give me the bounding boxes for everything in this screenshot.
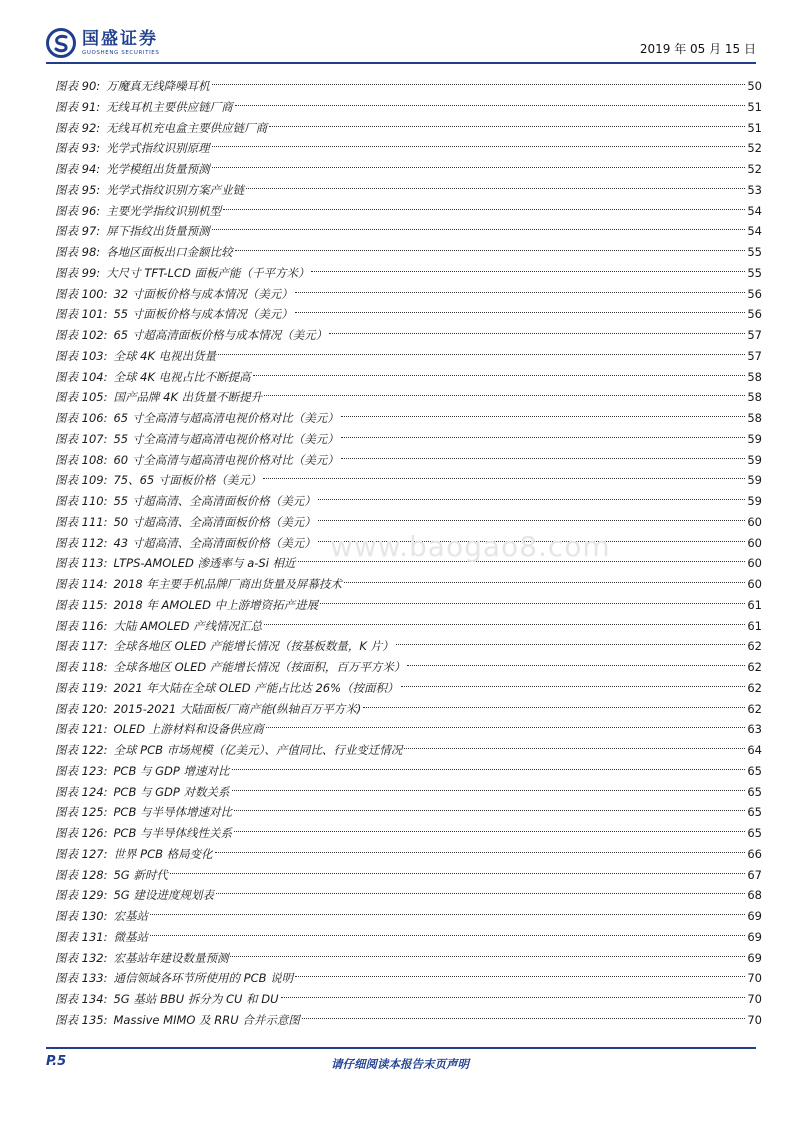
toc-entry-label: 图表 119: (55, 680, 108, 695)
toc-entry-title: 全球 PCB 市场规模（亿美元）、产值同比、行业变迁情况 (113, 743, 403, 757)
toc-entry-page: 62 (747, 639, 762, 654)
toc-entry-title: 宏基站年建设数量预测 (113, 950, 229, 965)
toc-entry-label: 图表 107: (55, 431, 108, 446)
toc-entry-label: 图表 128: (55, 867, 108, 882)
toc-entry-title: 万魔真无线降噪耳机 (106, 79, 210, 93)
toc-entry-title: 各地区面板出口金额比较 (106, 245, 233, 259)
table-of-figures (55, 69, 762, 1027)
toc-leader-dots (341, 438, 746, 459)
toc-entry-label: 图表 91: (55, 99, 101, 114)
toc-entry-title: 无线耳机充电盒主要供应链厂商 (106, 120, 268, 135)
toc-leader-dots (329, 313, 745, 334)
toc-entry-page: 55 (747, 265, 762, 280)
toc-entry-title: 65 寸全高清与超高清电视价格对比（美元） (113, 411, 339, 425)
toc-entry-page: 56 (747, 286, 762, 301)
toc-entry-label: 图表 110: (55, 494, 108, 508)
toc-entry-title: 光学模组出货量预测 (106, 162, 210, 176)
toc-entry-title: PCB 与 GDP 对数关系 (113, 784, 230, 799)
toc-entry-title: 全球 4K 电视占比不断提高 (113, 369, 251, 384)
toc-entry-title: Massive MIMO 及 RRU 合并示意图 (113, 1012, 300, 1027)
toc-leader-dots (235, 85, 746, 106)
toc-leader-dots (311, 251, 745, 272)
toc-entry-title: 宏基站 (113, 909, 148, 923)
toc-entry-label: 图表 121: (55, 722, 108, 737)
toc-entry-label: 图表 123: (55, 763, 108, 778)
toc-entry-title: 大陆 AMOLED 产线情况汇总 (113, 618, 263, 633)
toc-entry-label: 图表 126: (55, 826, 108, 840)
toc-entry-label: 图表 95: (55, 182, 101, 197)
toc-entry-label: 图表 104: (55, 369, 108, 384)
toc-entry-label: 图表 124: (55, 784, 108, 799)
toc-entry-page: 61 (747, 597, 762, 612)
toc-entry-label: 图表 117: (55, 639, 108, 654)
toc-entry-page: 52 (747, 162, 762, 176)
toc-entry-label: 图表 97: (55, 224, 101, 239)
toc-leader-dots (216, 873, 745, 894)
toc-entry-label: 图表 135: (55, 1012, 108, 1027)
page-header (46, 26, 756, 62)
toc-entry-label: 图表 92: (55, 120, 101, 135)
toc-entry-page: 64 (747, 743, 762, 757)
toc-entry-title: 全球各地区 OLED 产能增长情况（按面积，百万平方米） (113, 660, 406, 674)
disclaimer-note: 请仔细阅读本报告末页声明 (331, 1057, 469, 1071)
watermark: www.baogao8.com (330, 530, 611, 563)
toc-entry-label: 图表 100: (55, 286, 108, 301)
toc-leader-dots (269, 106, 745, 127)
toc-entry-label: 图表 133: (55, 971, 108, 986)
toc-entry-title: 43 寸超高清、全高清面板价格（美元） (113, 535, 316, 550)
toc-leader-dots (404, 728, 745, 749)
toc-entry-title: 光学式指纹识别原理 (106, 141, 210, 156)
toc-entry-page: 51 (747, 120, 762, 135)
toc-leader-dots (341, 417, 746, 438)
toc-entry-page: 60 (747, 535, 762, 550)
toc-entry-title: 世界 PCB 格局变化 (113, 846, 213, 861)
toc-leader-dots (295, 956, 745, 977)
toc-entry-page: 69 (747, 909, 762, 923)
toc-leader-dots (295, 272, 746, 293)
toc-entry-page: 60 (747, 577, 762, 591)
toc-entry-title: 屏下指纹出货量预测 (106, 224, 210, 239)
toc-entry-title: 32 寸面板价格与成本情况（美元） (113, 286, 293, 301)
toc-entry-label: 图表 99: (55, 265, 101, 280)
toc-entry-page: 65 (747, 826, 762, 840)
toc-leader-dots (246, 168, 745, 189)
toc-leader-dots (170, 853, 745, 874)
toc-entry-title: 全球 4K 电视出货量 (113, 348, 217, 363)
toc-leader-dots (212, 209, 746, 230)
toc-leader-dots (150, 915, 745, 936)
toc-leader-dots (150, 894, 745, 915)
toc-leader-dots (212, 64, 746, 85)
toc-leader-dots (320, 583, 745, 604)
footer-divider (46, 1047, 756, 1049)
toc-entry-title: 全球各地区 OLED 产能增长情况（按基板数量，K 片） (113, 639, 394, 654)
toc-entry-page: 59 (747, 431, 762, 446)
toc-leader-dots (212, 126, 746, 147)
toc-entry-label: 图表 93: (55, 141, 101, 156)
toc-entry-page: 54 (747, 224, 762, 239)
toc-entry-page: 70 (747, 971, 762, 986)
logo-icon (46, 28, 76, 58)
toc-entry-page: 69 (747, 950, 762, 965)
toc-entry-label: 图表 114: (55, 577, 108, 591)
toc-entry-page: 53 (747, 182, 762, 197)
toc-leader-dots (363, 687, 745, 708)
toc-entry-page: 61 (747, 618, 762, 633)
toc-entry-page: 68 (747, 888, 762, 903)
toc-entry-page: 55 (747, 245, 762, 259)
toc-entry-label: 图表 131: (55, 929, 108, 944)
toc-entry-label: 图表 103: (55, 348, 108, 363)
toc-entry-page: 54 (747, 203, 762, 218)
toc-entry-page: 50 (747, 79, 762, 93)
toc-leader-dots (341, 396, 746, 417)
toc-entry-title: 微基站 (113, 929, 148, 944)
toc-entry-page: 57 (747, 328, 762, 342)
company-logo (46, 26, 159, 60)
toc-entry-title: 通信领域各环节所使用的 PCB 说明 (113, 971, 294, 986)
toc-entry-title: 光学式指纹识别方案产业链 (106, 182, 245, 197)
toc-entry-label: 图表 122: (55, 743, 108, 757)
toc-leader-dots (234, 790, 745, 811)
toc-leader-dots (230, 936, 745, 957)
toc-entry-label: 图表 109: (55, 473, 108, 488)
toc-entry-label: 图表 129: (55, 888, 108, 903)
toc-entry-title: 国产品牌 4K 出货量不断提升 (113, 390, 263, 405)
toc-entry-page: 62 (747, 680, 762, 695)
toc-entry-page: 65 (747, 805, 762, 820)
toc-leader-dots (264, 604, 745, 625)
toc-leader-dots (234, 811, 745, 832)
toc-entry-title: 5G 新时代 (113, 867, 168, 882)
toc-entry-title: LTPS-AMOLED 渗透率与 a-Si 相近 (113, 556, 296, 571)
toc-leader-dots (212, 147, 746, 168)
toc-entry-label: 图表 130: (55, 909, 108, 923)
toc-entry-title: 55 寸面板价格与成本情况（美元） (113, 307, 293, 322)
toc-entry-title: 2021 年大陆在全球 OLED 产能占比达 26%（按面积） (113, 680, 399, 695)
toc-entry-page: 60 (747, 556, 762, 571)
toc-leader-dots (318, 521, 746, 542)
toc-entry-page: 58 (747, 390, 762, 405)
toc-entry-title: 75、65 寸面板价格（美元） (113, 473, 262, 488)
toc-entry-page: 70 (747, 1012, 762, 1027)
toc-entry-title: 大尺寸 TFT-LCD 面板产能（千平方米） (106, 265, 310, 280)
toc-entry-title: 60 寸全高清与超高清电视价格对比（美元） (113, 452, 339, 467)
toc-entry-page: 67 (747, 867, 762, 882)
toc-entry-label: 图表 94: (55, 162, 101, 176)
toc-entry-label: 图表 105: (55, 390, 108, 405)
toc-entry-label: 图表 116: (55, 618, 108, 633)
toc-entry-title: PCB 与半导体线性关系 (113, 826, 232, 840)
toc-entry-title: 2018 年 AMOLED 中上游增资拓产进展 (113, 597, 319, 612)
toc-entry-page: 59 (747, 473, 762, 488)
page-number: P.5 (46, 1054, 67, 1069)
toc-entry-title: 5G 建设进度规划表 (113, 888, 214, 903)
toc-entry-page: 51 (747, 99, 762, 114)
toc-leader-dots (318, 500, 746, 521)
report-date: 2019 年 05 月 15 日 (639, 42, 756, 56)
toc-leader-dots (266, 707, 746, 728)
toc-entry-label: 图表 115: (55, 597, 108, 612)
toc-entry-page: 62 (747, 701, 762, 716)
toc-entry-label: 图表 101: (55, 307, 108, 322)
toc-entry-label: 图表 90: (55, 79, 101, 93)
toc-entry-title: 无线耳机主要供应链厂商 (106, 99, 233, 114)
toc-entry-title: 55 寸全高清与超高清电视价格对比（美元） (113, 431, 339, 446)
toc-entry-page: 62 (747, 660, 762, 674)
toc-entry-label: 图表 111: (55, 514, 108, 529)
toc-entry-title: PCB 与半导体增速对比 (113, 805, 232, 820)
toc-leader-dots (264, 375, 745, 396)
toc-leader-dots (302, 998, 746, 1019)
toc-entry-page: 56 (747, 307, 762, 322)
toc-entry-title: 2015-2021 大陆面板厂商产能(纵轴百万平方米) (113, 701, 362, 716)
toc-entry-label: 图表 132: (55, 950, 108, 965)
toc-leader-dots (263, 458, 745, 479)
toc-leader-dots (235, 230, 746, 251)
toc-entry-label: 图表 108: (55, 452, 108, 467)
toc-entry-page: 69 (747, 929, 762, 944)
logo-chinese-name: 国盛证券 (82, 28, 158, 49)
toc-entry-label: 图表 112: (55, 535, 108, 550)
toc-entry-title: 主要光学指纹识别机型 (106, 203, 222, 218)
toc-leader-dots (344, 562, 745, 583)
toc-entry-page: 59 (747, 494, 762, 508)
toc-entry-title: PCB 与 GDP 增速对比 (113, 763, 230, 778)
toc-entry-page: 57 (747, 348, 762, 363)
toc-entry-label: 图表 102: (55, 328, 108, 342)
toc-leader-dots (396, 624, 746, 645)
toc-leader-dots (295, 292, 746, 313)
toc-entry-label: 图表 118: (55, 660, 108, 674)
toc-entry-page: 59 (747, 452, 762, 467)
toc-entry-page: 70 (747, 992, 762, 1006)
toc-leader-dots (223, 189, 745, 210)
toc-entry-label: 图表 120: (55, 701, 108, 716)
toc-leader-dots (218, 334, 745, 355)
logo-english-name: GUOSHENG SECURITIES (82, 49, 160, 56)
toc-leader-dots (215, 832, 746, 853)
toc-entry-label: 图表 98: (55, 245, 101, 259)
toc-leader-dots (407, 645, 745, 666)
toc-entry-page: 52 (747, 141, 762, 156)
toc-leader-dots (401, 666, 746, 687)
toc-leader-dots (253, 355, 746, 376)
toc-entry-label: 图表 96: (55, 203, 101, 218)
toc-leader-dots (232, 749, 746, 770)
toc-entry-title: 5G 基站 BBU 拆分为 CU 和 DU (113, 992, 279, 1006)
toc-entry-page: 65 (747, 763, 762, 778)
toc-entry-title: 50 寸超高清、全高清面板价格（美元） (113, 514, 316, 529)
toc-entry-label: 图表 125: (55, 805, 108, 820)
toc-leader-dots (232, 770, 746, 791)
toc-entry-title: 65 寸超高清面板价格与成本情况（美元） (113, 328, 328, 342)
toc-entry-title: 2018 年主要手机品牌厂商出货量及屏幕技术 (113, 577, 342, 591)
toc-entry-label: 图表 127: (55, 846, 108, 861)
toc-entry-page: 65 (747, 784, 762, 799)
toc-leader-dots (318, 479, 746, 500)
toc-entry-page: 58 (747, 411, 762, 425)
toc-entry-label: 图表 113: (55, 556, 108, 571)
toc-entry-title: 55 寸超高清、全高清面板价格（美元） (113, 494, 316, 508)
toc-entry-page: 60 (747, 514, 762, 529)
toc-entry-label: 图表 134: (55, 992, 108, 1006)
toc-entry-title: OLED 上游材料和设备供应商 (113, 722, 264, 737)
toc-leader-dots (298, 541, 746, 562)
toc-entry-page: 66 (747, 846, 762, 861)
toc-leader-dots (281, 977, 746, 998)
toc-entry-label: 图表 106: (55, 411, 108, 425)
toc-entry-page: 58 (747, 369, 762, 384)
toc-entry-page: 63 (747, 722, 762, 737)
